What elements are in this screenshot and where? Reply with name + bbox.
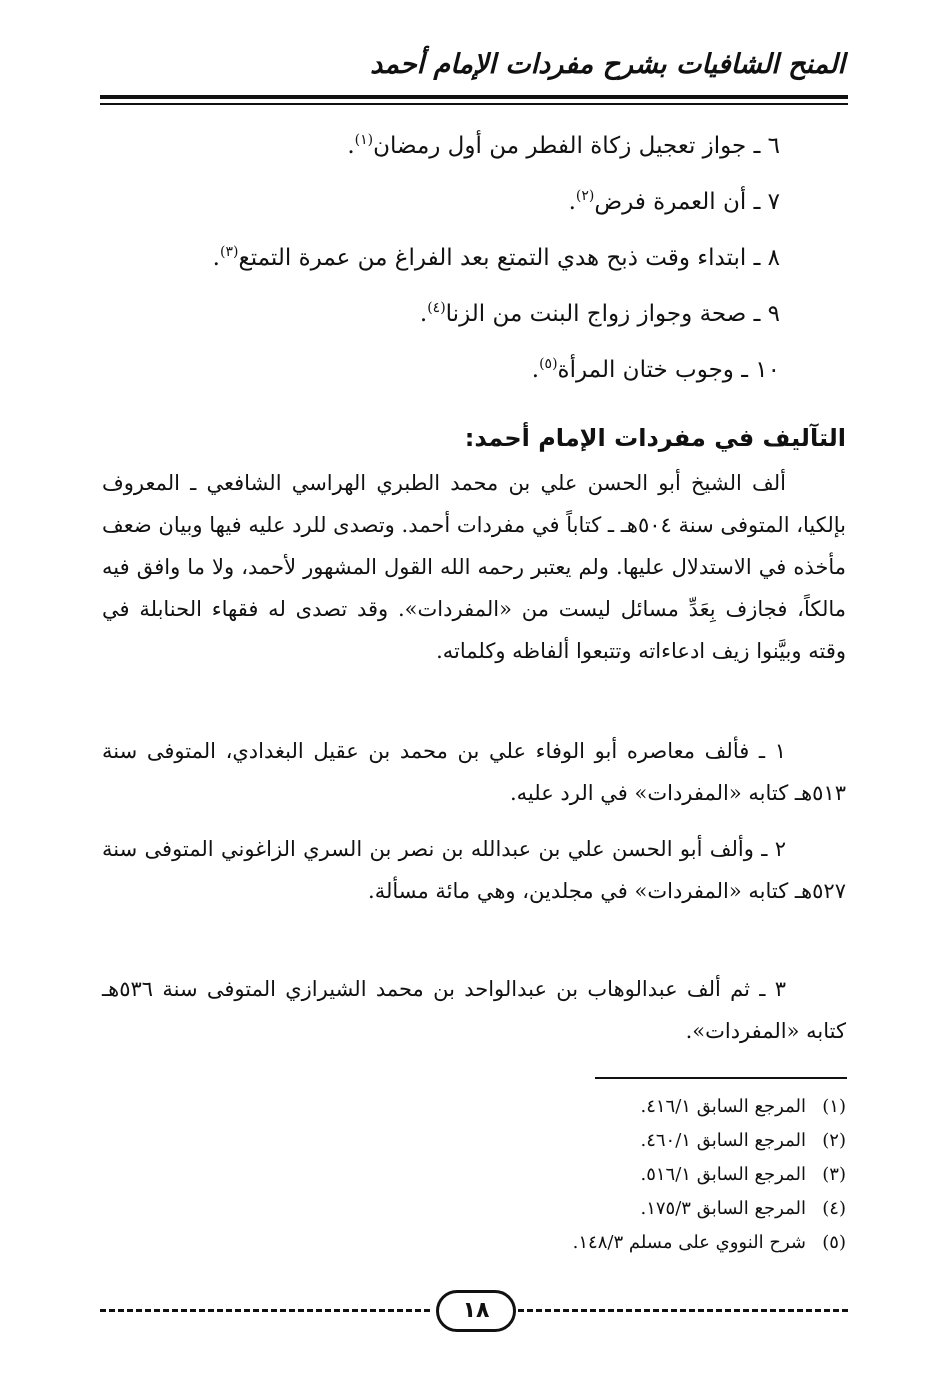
footnote-marker: (١) [354, 132, 374, 148]
list-item [140, 286, 780, 342]
footer-dashed-rule-left [100, 1309, 430, 1312]
footnote-text: المرجع السابق ٤١٦/١. [640, 1096, 806, 1117]
footnote-item [246, 1090, 846, 1124]
list-item [140, 118, 780, 174]
footnote-marker: (٣) [219, 244, 239, 260]
footnote-item [246, 1124, 846, 1158]
list-item-period: . [568, 189, 576, 215]
footnote-text: المرجع السابق ٥١٦/١. [640, 1164, 806, 1185]
footnote-text: المرجع السابق ١٧٥/٣. [640, 1198, 806, 1219]
footnote-item [246, 1192, 846, 1226]
author-paragraph-3-text: ٣ ـ ثم ألف عبدالوهاب بن عبدالواحد بن محمد الشيرازي المتوفى سنة ٥٣٦هـ كتابه «المفردات». [102, 977, 846, 1043]
list-item [140, 230, 780, 286]
numbered-list [140, 118, 780, 398]
footnotes [246, 1090, 846, 1260]
author-paragraph-2 [102, 828, 846, 912]
footnote-marker: (٢) [575, 188, 595, 204]
list-item-text: ٩ ـ صحة وجواز زواج البنت من الزنا [445, 301, 780, 327]
page-number: ١٨ [436, 1290, 516, 1332]
footnote-item [246, 1158, 846, 1192]
intro-paragraph [102, 462, 846, 672]
footnote-text: المرجع السابق ٤٦٠/١. [640, 1130, 806, 1151]
section-heading: التآليف في مفردات الإمام أحمد: [464, 424, 846, 452]
footnote-number: (٢) [822, 1130, 846, 1151]
intro-paragraph-text: ألف الشيخ أبو الحسن علي بن محمد الطبري الهراسي الشافعي ـ المعروف بإلكيا، المتوفى سنة ٥٠٤هـ ـ كتاباً في مفردات أحمد. وتصدى للرد عليه فيها وبيان ضعف مأخذه في الاستدلال عليها. ولم يعتبر رحمه الله القول المشهور لأحمد، ولا ما وافق فيه مالكاً، فجازف بِعَدِّ مسائل ليست من «المفردات». وقد تصدى له فقهاء الحنابلة في وقته وبيَّنوا زيف ادعاءاته وتتبعوا ألفاظه وكلماته. [102, 471, 846, 663]
list-item-text: ٨ ـ ابتداء وقت ذبح هدي التمتع بعد الفراغ من عمرة التمتع [238, 245, 780, 271]
footnote-number: (٣) [822, 1164, 846, 1185]
footer-dashed-rule-right [518, 1309, 848, 1312]
footnote-item [246, 1226, 846, 1260]
list-item-period: . [347, 133, 355, 159]
list-item-text: ٧ ـ أن العمرة فرض [594, 189, 780, 215]
header-rule-thin [100, 103, 848, 105]
list-item-period: . [212, 245, 220, 271]
header-rule-thick [100, 95, 848, 99]
author-paragraph-2-text: ٢ ـ وألف أبو الحسن علي بن عبدالله بن نصر بن السري الزاغوني المتوفى سنة ٥٢٧هـ كتابه «المفردات» في مجلدين، وهي مائة مسألة. [102, 837, 846, 903]
list-item-period: . [419, 301, 428, 327]
footnote-marker: (٥) [539, 356, 558, 372]
footnote-number: (١) [822, 1096, 846, 1117]
footnote-text: شرح النووي على مسلم ١٤٨/٣. [572, 1232, 806, 1253]
running-header-title: المنح الشافيات بشرح مفردات الإمام أحمد [370, 49, 845, 80]
footnote-marker: (٤) [427, 300, 446, 316]
footnote-number: (٤) [822, 1198, 846, 1219]
footnote-number: (٥) [822, 1232, 846, 1253]
author-paragraph-1 [102, 730, 846, 814]
list-item [140, 174, 780, 230]
list-item [140, 342, 780, 398]
list-item-text: ١٠ ـ وجوب ختان المرأة [557, 357, 780, 383]
page-footer [100, 1290, 848, 1330]
author-paragraph-1-text: ١ ـ فألف معاصره أبو الوفاء علي بن محمد بن عقيل البغدادي، المتوفى سنة ٥١٣هـ كتابه «المفردات» في الرد عليه. [102, 739, 846, 805]
footnote-separator [595, 1077, 847, 1079]
list-item-text: ٦ ـ جواز تعجيل زكاة الفطر من أول رمضان [373, 133, 780, 159]
list-item-period: . [531, 357, 540, 383]
author-paragraph-3 [102, 968, 846, 1052]
